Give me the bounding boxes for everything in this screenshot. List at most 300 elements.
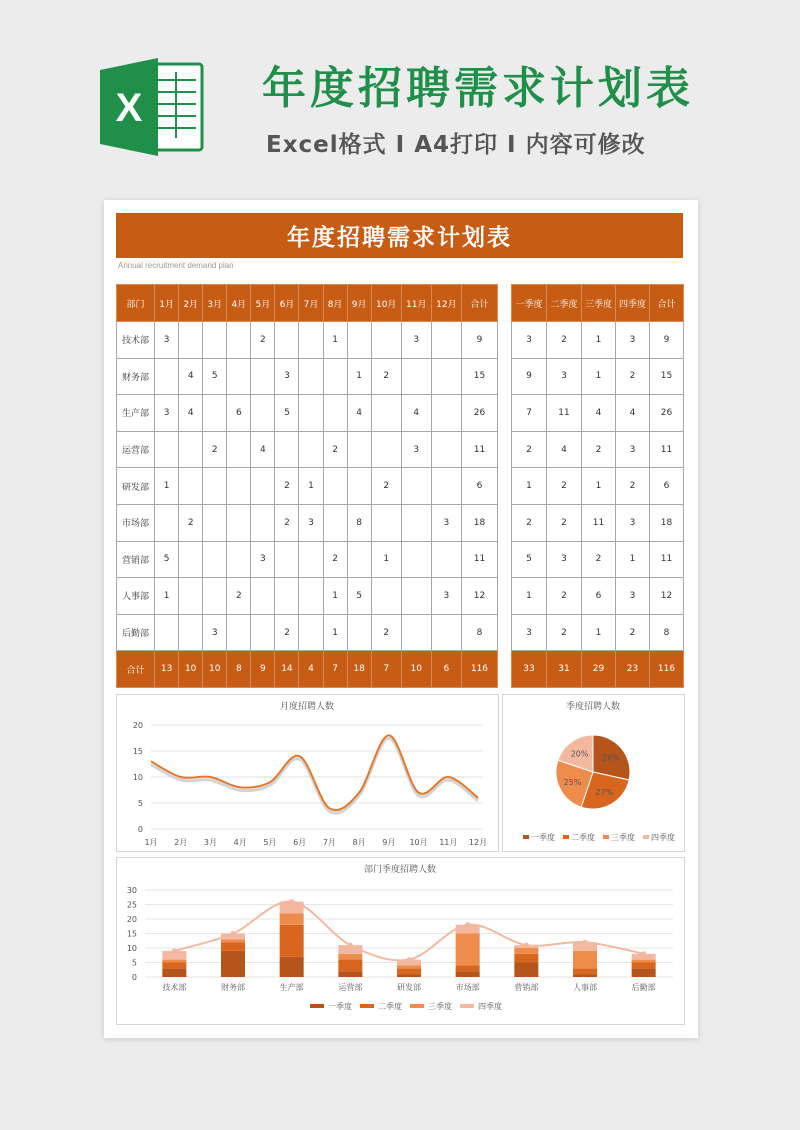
total-cell: 14 <box>275 651 299 688</box>
table-row <box>117 578 498 615</box>
total-cell: 29 <box>582 651 616 688</box>
table-row <box>512 614 684 651</box>
legend-swatch <box>563 835 569 839</box>
value-cell: 4 <box>179 358 203 395</box>
x-tick-label: 1月 <box>144 838 158 847</box>
department-cell: 运营部 <box>117 431 155 468</box>
value-cell: 1 <box>323 614 347 651</box>
value-cell: 2 <box>275 504 299 541</box>
value-cell <box>431 468 461 505</box>
table-row <box>512 504 684 541</box>
sheet-title: 年度招聘需求计划表 <box>116 213 683 258</box>
value-cell <box>347 431 371 468</box>
sheet-subtitle: Annual recruitment demand plan <box>118 261 234 270</box>
stacked-bar-segment <box>514 948 538 954</box>
value-cell: 3 <box>512 614 547 651</box>
value-cell: 9 <box>512 358 547 395</box>
x-tick-label: 9月 <box>382 838 396 847</box>
value-cell <box>179 578 203 615</box>
value-cell <box>299 578 323 615</box>
stacked-bar-segment <box>573 968 597 974</box>
value-cell: 2 <box>547 578 582 615</box>
total-point <box>289 899 294 904</box>
x-tick-label: 6月 <box>293 838 307 847</box>
total-cell: 10 <box>179 651 203 688</box>
value-cell: 1 <box>347 358 371 395</box>
stacked-bar-segment <box>397 965 421 968</box>
value-cell: 1 <box>616 541 650 578</box>
department-cell: 财务部 <box>117 358 155 395</box>
value-cell: 4 <box>179 395 203 432</box>
total-cell: 23 <box>616 651 650 688</box>
value-cell: 6 <box>650 468 684 505</box>
value-cell <box>155 358 179 395</box>
value-cell: 8 <box>347 504 371 541</box>
value-cell: 15 <box>461 358 497 395</box>
stacked-bar-segment <box>338 960 362 972</box>
legend-label: 一季度 <box>328 1002 352 1011</box>
value-cell <box>371 322 401 359</box>
stacked-bar-segment <box>632 960 656 963</box>
value-cell: 2 <box>371 468 401 505</box>
value-cell: 3 <box>401 431 431 468</box>
table-row <box>117 468 498 505</box>
column-header: 合计 <box>461 285 497 322</box>
y-tick-label: 30 <box>126 886 137 895</box>
excel-logo-letter: X <box>115 86 143 130</box>
value-cell: 1 <box>155 468 179 505</box>
stacked-bar-segment <box>338 954 362 960</box>
excel-logo-icon <box>100 58 205 156</box>
value-cell <box>431 431 461 468</box>
stacked-bar-segment <box>632 968 656 977</box>
value-cell: 3 <box>547 541 582 578</box>
legend-swatch <box>460 1004 474 1008</box>
value-cell: 2 <box>547 468 582 505</box>
total-cell: 31 <box>547 651 582 688</box>
value-cell: 2 <box>547 614 582 651</box>
department-cell: 研发部 <box>117 468 155 505</box>
y-tick-label: 25 <box>126 900 137 910</box>
value-cell: 3 <box>616 578 650 615</box>
table-row <box>512 358 684 395</box>
line-chart-title: 月度招聘人数 <box>279 702 335 712</box>
total-cell: 4 <box>299 651 323 688</box>
y-tick-label: 10 <box>132 773 143 782</box>
x-tick-label: 市场部 <box>455 983 480 992</box>
y-tick-label: 5 <box>131 958 137 968</box>
table-row <box>512 468 684 505</box>
value-cell <box>179 431 203 468</box>
value-cell: 2 <box>512 431 547 468</box>
total-cell: 7 <box>371 651 401 688</box>
stacked-bar-segment <box>162 968 186 977</box>
column-header: 3月 <box>203 285 227 322</box>
stacked-bar-segment <box>456 934 480 966</box>
value-cell: 11 <box>650 431 684 468</box>
legend-label: 三季度 <box>611 833 635 842</box>
value-cell: 2 <box>582 431 616 468</box>
column-header: 1月 <box>155 285 179 322</box>
value-cell: 2 <box>179 504 203 541</box>
value-cell <box>371 578 401 615</box>
value-cell: 5 <box>347 578 371 615</box>
y-tick-label: 0 <box>131 973 137 982</box>
value-cell <box>227 431 251 468</box>
value-cell <box>251 614 275 651</box>
value-cell: 11 <box>547 395 582 432</box>
value-cell <box>275 541 299 578</box>
total-cell: 10 <box>203 651 227 688</box>
value-cell <box>155 614 179 651</box>
value-cell <box>275 431 299 468</box>
value-cell: 2 <box>547 322 582 359</box>
value-cell: 3 <box>203 614 227 651</box>
value-cell <box>371 431 401 468</box>
value-cell <box>203 578 227 615</box>
value-cell: 11 <box>461 431 497 468</box>
x-tick-label: 8月 <box>352 838 366 847</box>
banner-title: 年度招聘需求计划表 <box>262 63 694 114</box>
legend-swatch <box>643 835 649 839</box>
value-cell: 4 <box>582 395 616 432</box>
quarterly-pie-chart <box>502 694 685 852</box>
total-point <box>524 943 529 948</box>
value-cell <box>299 541 323 578</box>
value-cell: 26 <box>461 395 497 432</box>
value-cell: 3 <box>616 322 650 359</box>
y-tick-label: 15 <box>132 747 143 756</box>
value-cell <box>179 614 203 651</box>
y-tick-label: 0 <box>137 825 143 834</box>
value-cell: 2 <box>203 431 227 468</box>
value-cell: 4 <box>251 431 275 468</box>
stacked-bar-segment <box>162 963 186 969</box>
department-cell: 生产部 <box>117 395 155 432</box>
value-cell <box>251 578 275 615</box>
x-tick-label: 财务部 <box>221 983 245 992</box>
column-header: 四季度 <box>616 285 650 322</box>
value-cell <box>323 504 347 541</box>
value-cell <box>275 322 299 359</box>
value-cell: 4 <box>347 395 371 432</box>
x-tick-label: 技术部 <box>162 983 187 992</box>
legend-label: 二季度 <box>571 833 595 842</box>
value-cell: 1 <box>299 468 323 505</box>
value-cell <box>401 504 431 541</box>
value-cell: 3 <box>431 578 461 615</box>
table-row <box>117 322 498 359</box>
column-header: 5月 <box>251 285 275 322</box>
value-cell <box>227 322 251 359</box>
stacked-bar-segment <box>221 951 245 977</box>
value-cell: 3 <box>512 322 547 359</box>
total-cell: 9 <box>251 651 275 688</box>
value-cell: 12 <box>650 578 684 615</box>
stacked-bar-segment <box>397 974 421 977</box>
value-cell: 2 <box>582 541 616 578</box>
value-cell: 7 <box>512 395 547 432</box>
column-header: 部门 <box>117 285 155 322</box>
value-cell <box>347 468 371 505</box>
stacked-bar-segment <box>514 954 538 963</box>
total-point <box>231 931 236 936</box>
stacked-bar-segment <box>397 968 421 974</box>
value-cell <box>299 395 323 432</box>
x-tick-label: 10月 <box>409 838 428 847</box>
value-cell <box>155 431 179 468</box>
total-cell: 7 <box>323 651 347 688</box>
total-point <box>465 922 470 927</box>
column-header: 2月 <box>179 285 203 322</box>
legend-swatch <box>603 835 609 839</box>
value-cell: 3 <box>616 431 650 468</box>
x-tick-label: 生产部 <box>279 983 304 992</box>
y-tick-label: 15 <box>126 929 137 939</box>
value-cell <box>323 358 347 395</box>
value-cell: 2 <box>616 614 650 651</box>
value-cell <box>251 504 275 541</box>
value-cell: 3 <box>299 504 323 541</box>
stacked-bar-segment <box>573 974 597 977</box>
value-cell <box>227 468 251 505</box>
value-cell <box>275 578 299 615</box>
total-cell: 8 <box>227 651 251 688</box>
legend-label: 四季度 <box>651 833 675 842</box>
table-row <box>512 395 684 432</box>
value-cell <box>251 468 275 505</box>
column-header: 4月 <box>227 285 251 322</box>
total-cell: 18 <box>347 651 371 688</box>
value-cell: 5 <box>275 395 299 432</box>
total-cell: 合计 <box>117 651 155 688</box>
stacked-bar-segment <box>632 963 656 969</box>
table-row <box>512 541 684 578</box>
value-cell: 6 <box>227 395 251 432</box>
pie-chart-title: 季度招聘人数 <box>565 702 621 712</box>
value-cell <box>203 504 227 541</box>
monthly-line-chart <box>116 694 499 852</box>
stacked-bar-segment <box>456 971 480 977</box>
value-cell: 5 <box>155 541 179 578</box>
stacked-bar-segment <box>514 963 538 978</box>
value-cell <box>179 468 203 505</box>
x-tick-label: 后勤部 <box>631 983 656 992</box>
pie-chart-svg <box>503 695 684 851</box>
value-cell <box>431 358 461 395</box>
value-cell <box>299 614 323 651</box>
value-cell <box>401 578 431 615</box>
legend-swatch <box>310 1004 324 1008</box>
value-cell: 3 <box>616 504 650 541</box>
value-cell <box>431 322 461 359</box>
department-cell: 市场部 <box>117 504 155 541</box>
value-cell <box>401 358 431 395</box>
value-cell: 12 <box>461 578 497 615</box>
column-header: 7月 <box>299 285 323 322</box>
table-row <box>117 358 498 395</box>
total-cell: 116 <box>650 651 684 688</box>
column-header: 8月 <box>323 285 347 322</box>
value-cell <box>227 614 251 651</box>
stacked-bar-segment <box>162 960 186 963</box>
total-point <box>407 957 412 962</box>
value-cell: 3 <box>275 358 299 395</box>
value-cell: 3 <box>251 541 275 578</box>
value-cell: 3 <box>431 504 461 541</box>
spreadsheet-page <box>104 200 698 1038</box>
total-cell: 116 <box>461 651 497 688</box>
value-cell: 2 <box>512 504 547 541</box>
value-cell: 8 <box>650 614 684 651</box>
value-cell: 1 <box>582 358 616 395</box>
value-cell: 3 <box>155 395 179 432</box>
value-cell: 11 <box>582 504 616 541</box>
value-cell: 1 <box>323 322 347 359</box>
value-cell <box>347 322 371 359</box>
table-row <box>512 578 684 615</box>
x-tick-label: 12月 <box>468 838 488 847</box>
stacked-bar-segment <box>280 925 304 957</box>
x-tick-label: 运营部 <box>338 983 363 992</box>
stacked-bar-segment <box>573 951 597 968</box>
value-cell: 2 <box>275 468 299 505</box>
x-tick-label: 7月 <box>322 838 336 847</box>
value-cell <box>203 468 227 505</box>
department-cell: 技术部 <box>117 322 155 359</box>
department-cell: 后勤部 <box>117 614 155 651</box>
x-tick-label: 2月 <box>174 838 188 847</box>
value-cell: 2 <box>275 614 299 651</box>
value-cell <box>299 322 323 359</box>
value-cell: 5 <box>203 358 227 395</box>
value-cell <box>203 395 227 432</box>
bar-chart-title: 部门季度招聘人数 <box>363 865 437 875</box>
x-tick-label: 营销部 <box>514 983 539 992</box>
table-row <box>512 431 684 468</box>
total-point <box>348 943 353 948</box>
value-cell <box>401 614 431 651</box>
value-cell: 2 <box>547 504 582 541</box>
value-cell: 4 <box>547 431 582 468</box>
department-stacked-bar-chart <box>116 857 685 1025</box>
value-cell: 8 <box>461 614 497 651</box>
value-cell <box>179 322 203 359</box>
total-point <box>641 951 646 956</box>
stacked-bar-segment <box>280 957 304 977</box>
pie-percent-label: 28% <box>601 753 620 763</box>
table-row <box>117 504 498 541</box>
pie-percent-label: 25% <box>563 778 582 788</box>
x-tick-label: 11月 <box>439 838 458 847</box>
legend-swatch <box>360 1004 374 1008</box>
line-chart-svg <box>117 695 498 851</box>
total-cell: 13 <box>155 651 179 688</box>
value-cell <box>203 322 227 359</box>
value-cell: 2 <box>227 578 251 615</box>
value-cell <box>371 395 401 432</box>
department-cell: 营销部 <box>117 541 155 578</box>
department-cell: 人事部 <box>117 578 155 615</box>
value-cell: 2 <box>371 614 401 651</box>
value-cell: 6 <box>461 468 497 505</box>
value-cell: 9 <box>461 322 497 359</box>
value-cell: 9 <box>650 322 684 359</box>
table-row <box>117 614 498 651</box>
table-row <box>512 322 684 359</box>
table-row <box>117 541 498 578</box>
value-cell: 1 <box>582 468 616 505</box>
value-cell: 26 <box>650 395 684 432</box>
x-tick-label: 人事部 <box>573 983 597 992</box>
x-tick-label: 研发部 <box>397 983 421 992</box>
value-cell: 1 <box>512 578 547 615</box>
value-cell: 1 <box>582 614 616 651</box>
pie-percent-label: 20% <box>570 749 589 759</box>
stacked-bar-segment <box>456 965 480 971</box>
column-header: 二季度 <box>547 285 582 322</box>
value-cell <box>227 541 251 578</box>
legend-label: 三季度 <box>428 1002 452 1011</box>
value-cell: 2 <box>616 358 650 395</box>
banner-subtitle: Excel格式 I A4打印 I 内容可修改 <box>266 132 646 158</box>
total-cell: 10 <box>401 651 431 688</box>
value-cell: 2 <box>616 468 650 505</box>
column-header: 6月 <box>275 285 299 322</box>
value-cell <box>299 431 323 468</box>
value-cell <box>203 541 227 578</box>
x-tick-label: 4月 <box>233 838 247 847</box>
value-cell <box>227 358 251 395</box>
total-point <box>583 940 588 945</box>
value-cell <box>401 541 431 578</box>
value-cell <box>323 468 347 505</box>
value-cell <box>179 541 203 578</box>
stacked-bar-segment <box>280 913 304 925</box>
value-cell <box>251 395 275 432</box>
stacked-bar-segment <box>338 971 362 977</box>
value-cell: 1 <box>323 578 347 615</box>
stacked-bar-segment <box>221 939 245 942</box>
value-cell: 2 <box>371 358 401 395</box>
value-cell <box>347 541 371 578</box>
total-point <box>172 948 177 953</box>
value-cell: 4 <box>401 395 431 432</box>
value-cell: 1 <box>512 468 547 505</box>
line-shadow <box>151 738 478 813</box>
column-header: 三季度 <box>582 285 616 322</box>
value-cell: 18 <box>461 504 497 541</box>
legend-swatch <box>410 1004 424 1008</box>
legend-label: 一季度 <box>531 833 555 842</box>
value-cell: 3 <box>155 322 179 359</box>
x-tick-label: 5月 <box>263 838 277 847</box>
y-tick-label: 10 <box>126 944 137 953</box>
value-cell: 11 <box>650 541 684 578</box>
value-cell <box>431 395 461 432</box>
y-tick-label: 5 <box>137 799 143 808</box>
monthly-recruitment-table <box>116 284 498 688</box>
value-cell <box>431 614 461 651</box>
value-cell: 6 <box>582 578 616 615</box>
column-header: 11月 <box>401 285 431 322</box>
value-cell <box>347 614 371 651</box>
value-cell: 15 <box>650 358 684 395</box>
value-cell: 5 <box>512 541 547 578</box>
total-cell: 6 <box>431 651 461 688</box>
promo-banner <box>0 0 800 190</box>
value-cell: 1 <box>582 322 616 359</box>
